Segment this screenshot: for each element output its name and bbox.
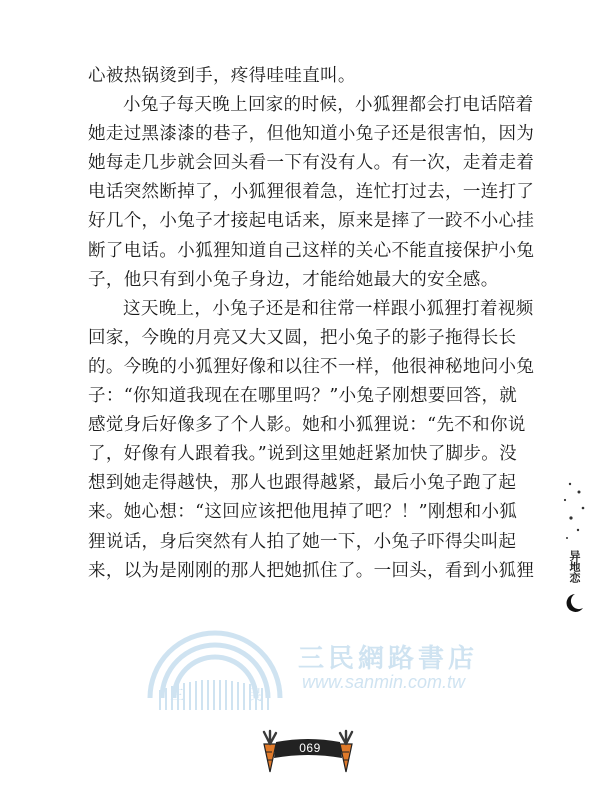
logo-char-right: 民 [248, 688, 262, 704]
text-line: 这天晚上，小兔子还是和往常一样跟小狐狸打着视频 [123, 298, 534, 319]
sanmin-logo-icon [130, 628, 300, 718]
carrot-left-icon [264, 731, 276, 772]
carrot-right-icon [340, 731, 352, 772]
crescent-moon-icon [567, 594, 583, 612]
text-line: 心被热锅烫到手，疼得哇哇直叫。 [88, 66, 356, 86]
body-text [88, 62, 535, 586]
text-line: 的。今晚的小狐狸好像和以往不一样，他很神秘地问小兔 [88, 356, 535, 377]
text-line: 了，好像有人跟着我。”说到这里她赶紧加快了脚步。没 [88, 444, 517, 465]
text-line: 她走过黑漆漆的巷子，但他知道小兔子还是很害怕，因为 [88, 124, 535, 145]
text-line: 子：“你知道我现在在哪里吗？”小兔子刚想要回答，就 [88, 386, 518, 407]
text-line: 断了电话。小狐狸知道自己这样的关心不能直接保护小兔 [88, 240, 535, 261]
text-line: 好几个，小兔子才接起电话来，原来是摔了一跤不小心挂 [88, 211, 535, 232]
text-line: 她每走几步就会回头看一下有没有人。有一次，走着走着 [88, 153, 535, 174]
text-line: 来。她心想：“这回应该把他甩掉了吧？！”刚想和小狐 [88, 502, 518, 523]
page-number-banner [250, 728, 366, 778]
logo-char-left: 三 [170, 688, 184, 704]
text-line: 想到她走得越快，那人也跟得越紧，最后小兔子跑了起 [88, 473, 517, 494]
side-title: 异地恋 [568, 550, 581, 583]
watermark-name: 三民網路書店 [298, 644, 479, 674]
watermark-url: www.sanmin.com.tw [302, 672, 466, 692]
page-number: 069 [299, 741, 321, 755]
text-line: 狸说话，身后突然有人拍了她一下，小兔子吓得尖叫起 [88, 531, 517, 552]
stars-icon [553, 478, 593, 618]
text-line: 来，以为是刚刚的那人把她抓住了。一回头，看到小狐狸 [88, 560, 535, 581]
text-line: 回家，今晚的月亮又大又圆，把小兔子的影子拖得长长 [88, 327, 517, 348]
text-line: 小兔子每天晚上回家的时候，小狐狸都会打电话陪着 [123, 95, 534, 116]
watermark [130, 628, 490, 718]
text-line: 感觉身后好像多了个人影。她和小狐狸说：“先不和你说 [88, 415, 526, 436]
text-line: 子，他只有到小兔子身边，才能给她最大的安全感。 [88, 269, 499, 290]
side-decoration [553, 478, 593, 618]
text-line: 电话突然断掉了，小狐狸很着急，连忙打过去，一连打了 [88, 182, 535, 203]
